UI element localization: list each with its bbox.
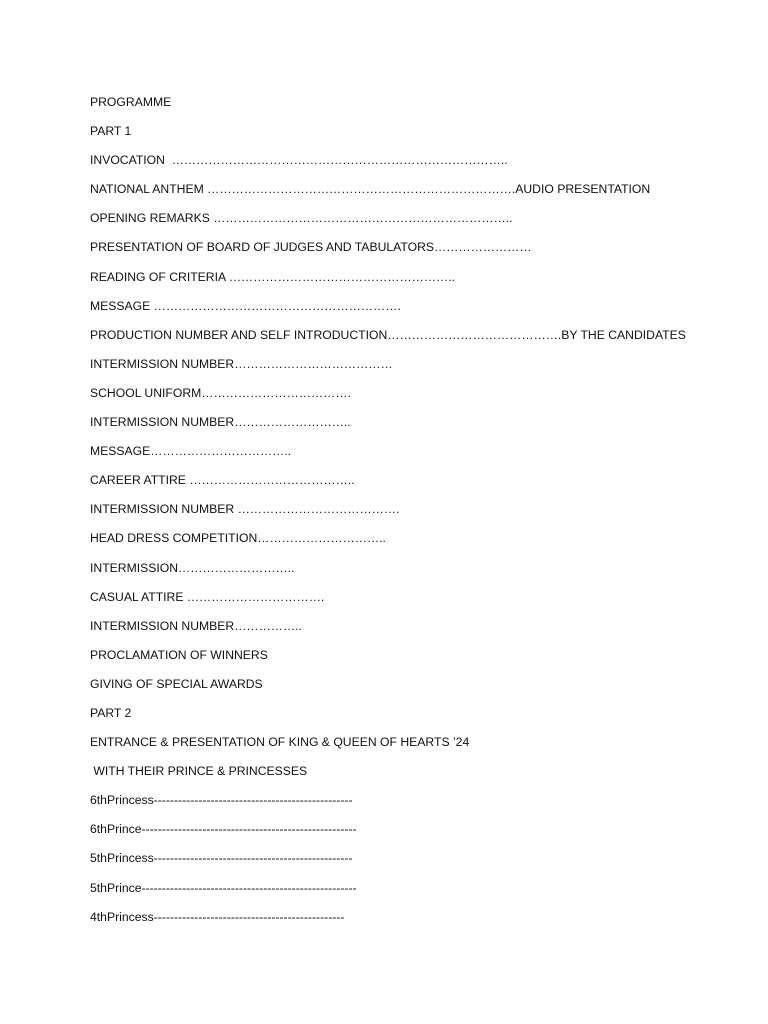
line-production-number: PRODUCTION NUMBER AND SELF INTRODUCTION…………………………………….BY THE CANDIDATES — [90, 327, 686, 342]
line-message-1: MESSAGE ……………………………………………………. — [90, 298, 401, 313]
line-casual-attire: CASUAL ATTIRE ……………………………. — [90, 589, 325, 604]
line-6th-prince: 6thPrince----------------------------------------------------- — [90, 822, 357, 837]
line-5th-princess: 5thPrincess------------------------------------------------- — [90, 851, 353, 866]
line-message-2: MESSAGE…………………………….. — [90, 444, 292, 459]
heading-programme: PROGRAMME — [90, 95, 172, 109]
line-intermission: INTERMISSION……………………….. — [90, 560, 295, 575]
line-intermission-number-3: INTERMISSION NUMBER …………………………………. — [90, 502, 400, 517]
line-6th-princess: 6thPrincess------------------------------------------------- — [90, 793, 353, 808]
heading-part-2: PART 2 — [90, 705, 132, 720]
heading-part-1: PART 1 — [90, 124, 132, 139]
line-entrance-presentation: ENTRANCE & PRESENTATION OF KING & QUEEN OF HEARTS ’24 — [90, 735, 470, 750]
line-career-attire: CAREER ATTIRE ………………………………….. — [90, 473, 355, 488]
line-reading-criteria: READING OF CRITERIA ……………………………………………….. — [90, 269, 455, 284]
line-5th-prince: 5thPrince----------------------------------------------------- — [90, 880, 357, 895]
line-4th-princess: 4thPrincess----------------------------------------------- — [90, 909, 345, 924]
line-proclamation: PROCLAMATION OF WINNERS — [90, 647, 268, 662]
line-invocation: INVOCATION ……………………………………………………………………….. — [90, 153, 508, 168]
line-presentation-judges: PRESENTATION OF BOARD OF JUDGES AND TABULATORS…………………… — [90, 240, 532, 255]
line-intermission-number-2: INTERMISSION NUMBER……………………….. — [90, 415, 351, 430]
line-head-dress: HEAD DRESS COMPETITION………………………….. — [90, 531, 386, 546]
programme-text — [90, 92, 750, 936]
line-intermission-number-4: INTERMISSION NUMBER…………….. — [90, 618, 302, 633]
line-special-awards: GIVING OF SPECIAL AWARDS — [90, 676, 263, 691]
line-school-uniform: SCHOOL UNIFORM………………………………. — [90, 385, 351, 400]
line-national-anthem: NATIONAL ANTHEM ………………………………………………………………….AUDIO PRESENTATION — [90, 182, 651, 197]
line-opening-remarks: OPENING REMARKS ……………………………………………………………….. — [90, 211, 513, 226]
line-prince-princesses: WITH THEIR PRINCE & PRINCESSES — [90, 764, 308, 779]
line-intermission-number-1: INTERMISSION NUMBER………………………………… — [90, 356, 393, 371]
